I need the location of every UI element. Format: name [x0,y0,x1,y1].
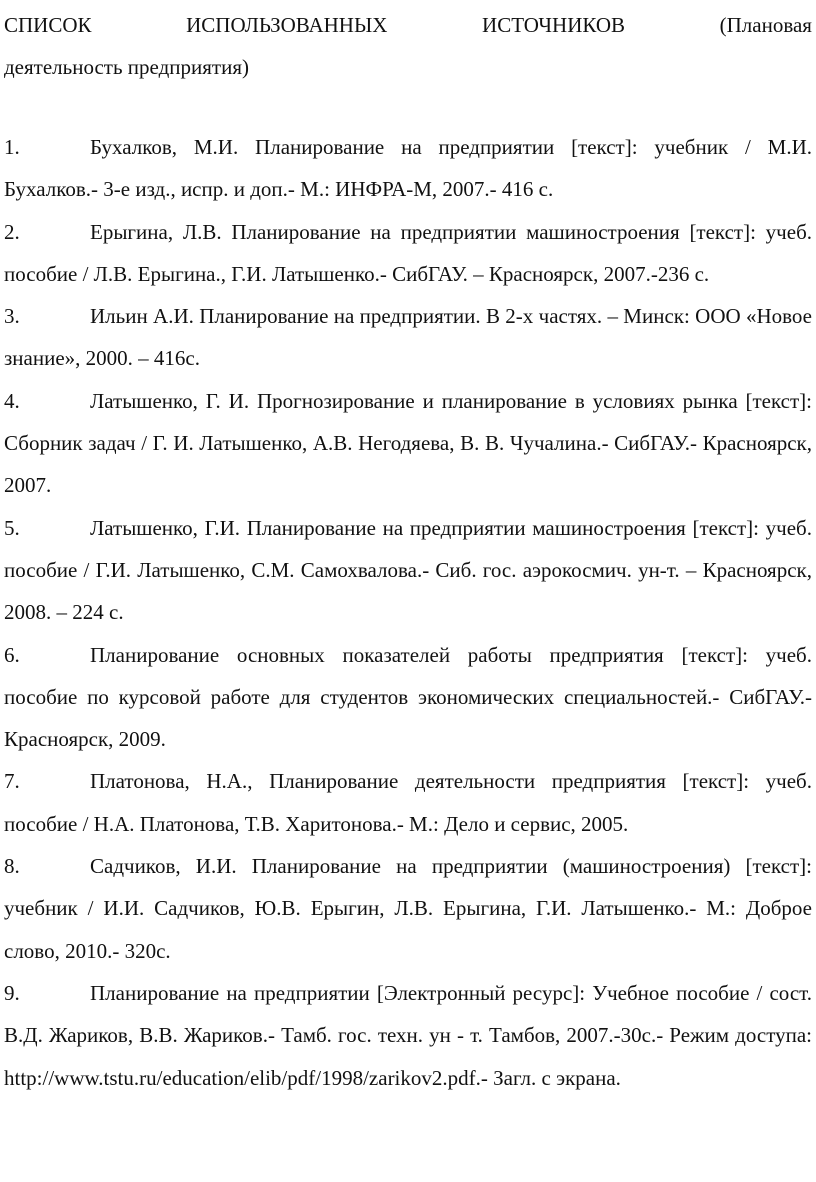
reference-text: Бухалков, М.И. Планирование на предприятии [текст]: учебник / М.И. Бухалков.- 3-е изд., испр. и доп.- М.: ИНФРА-М, 2007.- 416 с. [4,135,812,202]
reference-number: 1. [4,135,20,159]
reference-number: 7. [4,769,20,794]
reference-number: 9. [4,980,20,1005]
title-word: ИСТОЧНИКОВ [482,13,626,37]
reference-text: Ерыгина, Л.В. Планирование на предприятии машиностроения [текст]: учеб. пособие / Л.В. Ерыгина., Г.И. Латышенко.- СибГАУ. – Красноярск, 2007.-236 с. [4,219,812,286]
reference-url-line [4,1057,812,1099]
reference-text: Планирование на предприятии [Электронный ресурс]: Учебное пособие / сост. В.Д. Жариков, В.В. Жариков.- Тамб. гос. техн. ун - т. Тамбов, 2007.-30с.- Режим доступа: [4,980,812,1048]
title-word: (Плановая [719,13,812,37]
reference-number: 4. [4,388,20,413]
reference-url: http://www.tstu.ru/education/elib/pdf/1998/zarikov2.pdf.- Загл. с экрана. [4,1065,621,1090]
reference-item [4,211,812,296]
reference-text: Латышенко, Г. И. Прогнозирование и планирование в условиях рынка [текст]: Сборник задач / Г. И. Латышенко, А.В. Негодяева, В. В. Чучалина.- СибГАУ.- Красноярск, 2007. [4,388,812,498]
reference-item [4,295,812,380]
reference-item [4,972,812,1057]
reference-text: Платонова, Н.А., Планирование деятельности предприятия [текст]: учеб. пособие / Н.А. Платонова, Т.В. Харитонова.- М.: Дело и сервис, 2005. [4,769,812,836]
reference-text: Латышенко, Г.И. Планирование на предприятии машиностроения [текст]: учеб. пособие / Г.И. Латышенко, С.М. Самохвалова.- Сиб. гос. аэрокосмич. ун-т. – Красноярск, 2008. – 224 с. [4,515,812,625]
reference-item [4,634,812,761]
reference-item [4,507,812,634]
reference-item [4,760,812,845]
reference-text: Ильин А.И. Планирование на предприятии. В 2-х частях. – Минск: ООО «Новое знание», 2000. – 416с. [4,304,812,371]
reference-number: 5. [4,515,20,540]
reference-number: 6. [4,642,20,667]
reference-item [4,845,812,972]
reference-number: 8. [4,854,20,879]
reference-item [4,380,812,507]
reference-number: 2. [4,219,20,244]
page-title [4,4,812,88]
reference-list [4,126,812,1099]
reference-number: 3. [4,304,20,329]
title-word: ИСПОЛЬЗОВАННЫХ [186,13,388,37]
title-line-1 [4,4,812,46]
title-word: СПИСОК [4,13,92,37]
reference-text: Планирование основных показателей работы предприятия [текст]: учеб. пособие по курсовой работе для студентов экономических специальностей.- СибГАУ.- Красноярск, 2009. [4,642,812,752]
reference-text: Садчиков, И.И. Планирование на предприятии (машиностроения) [текст]: учебник / И.И. Садчиков, Ю.В. Ерыгин, Л.В. Ерыгина, Г.И. Латышенко.- М.: Доброе слово, 2010.- 320с. [4,854,812,963]
title-line-2: деятельность предприятия) [4,55,249,79]
reference-item [4,126,812,211]
